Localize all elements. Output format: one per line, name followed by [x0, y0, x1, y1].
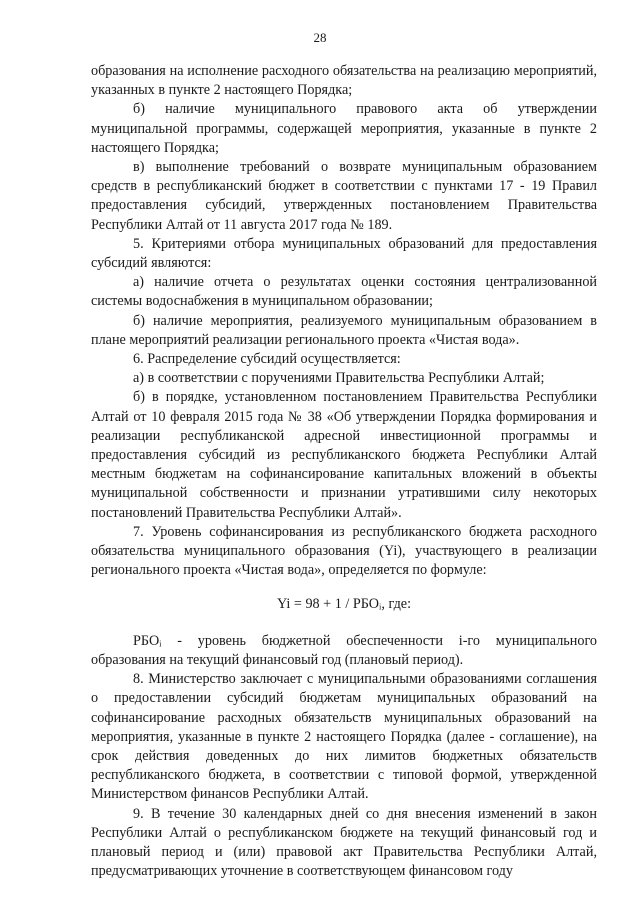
formula: Yi = 98 + 1 / РБОᵢ, где:: [276, 596, 412, 613]
paragraph-item-v: в) выполнение требований о возврате муниципальным образованием средств в республиканский бюджет в соответствии с пунктами 17 - 19 Правил предоставления субсидий, утвержденных постановлением Правительства Республики Алтай от 11 августа 2017 года № 189.: [91, 159, 597, 233]
paragraph-5-a: а) наличие отчета о результатах оценки состояния централизованной системы водоснабжения в муниципальном образовании;: [91, 274, 597, 310]
paragraph-rbo-definition: РБОᵢ - уровень бюджетной обеспеченности i-го муниципального образования на текущий финансовый год (плановый период).: [91, 632, 597, 668]
paragraph-6: 6. Распределение субсидий осуществляется:: [133, 351, 401, 368]
paragraph-7: 7. Уровень софинансирования из республиканского бюджета расходного обязательства муниципального образования (Yi), участвующего в реализации регионального проекта «Чистая вода», определяется по формуле:: [91, 523, 597, 579]
paragraph-5: 5. Критериями отбора муниципальных образований для предоставления субсидий являются:: [91, 235, 597, 272]
document-body: [91, 62, 597, 881]
paragraph-6-a: а) в соответствии с поручениями Правительства Республики Алтай;: [133, 370, 545, 387]
page-number: 28: [313, 30, 327, 45]
paragraph-item-b: б) наличие муниципального правового акта об утверждении муниципальной программы, содержащей мероприятия, указанные в пункте 2 настоящего Порядка;: [91, 101, 597, 156]
paragraph-continuation: образования на исполнение расходного обязательства на реализацию мероприятий, указанных в пункте 2 настоящего Порядка;: [91, 63, 597, 99]
paragraph-9: 9. В течение 30 календарных дней со дня внесения изменений в закон Республики Алтай о республиканском бюджете на текущий финансовый год и плановый период и (или) правовой акт Правительства Республики Алтай, предусматривающих уточнение в соответствующем финансовом году: [91, 805, 597, 880]
paragraph-5-b: б) наличие мероприятия, реализуемого муниципальным образованием в плане мероприятий реализации регионального проекта «Чистая вода».: [91, 312, 597, 348]
paragraph-6-b: б) в порядке, установленном постановлением Правительства Республики Алтай от 10 февраля 2015 года № 38 «Об утверждении Порядка формирования и реализации республиканской адресной инвестиционной программы и предоставления субсидий из республиканского бюджета Республики Алтай местным бюджетам на софинансирование капитальных вложений в объекты муниципальной собственности и признании утратившими силу некоторых постановлений Правительства Республики Алтай».: [91, 389, 597, 521]
paragraph-8: 8. Министерство заключает с муниципальными образованиями соглашения о предоставлении субсидий бюджетам муниципальных образований на софинансирование расходных обязательств муниципальных образований на мероприятия, указанные в пункте 2 настоящего Порядка (далее - соглашение), на срок действия доведенных до них лимитов бюджетных обязательств республиканского бюджета, в соответствии с типовой формой, утвержденной Министерством финансов Республики Алтай.: [91, 671, 597, 803]
